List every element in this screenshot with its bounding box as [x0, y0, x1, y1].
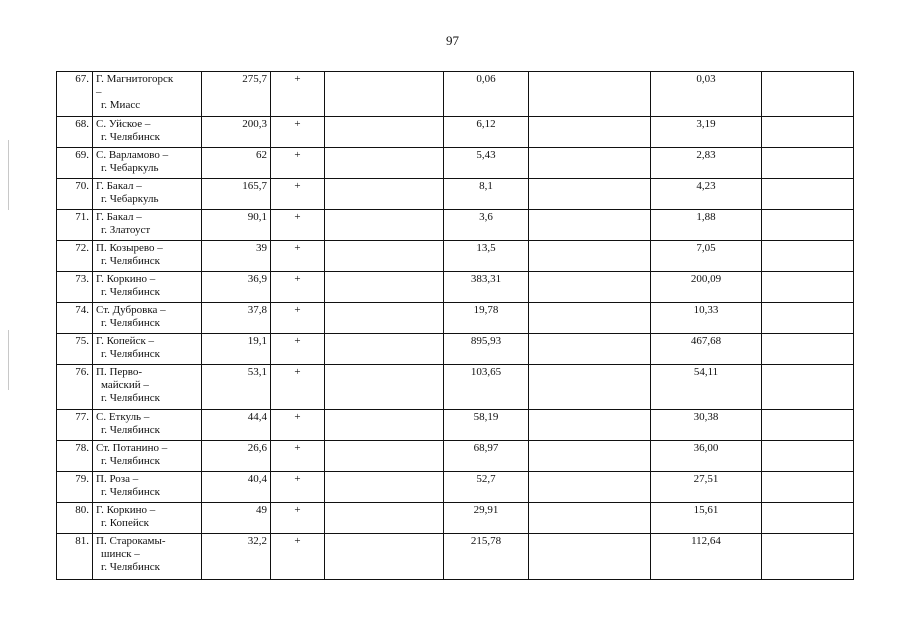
value-cell-2: 2,83 [651, 148, 762, 179]
route-line: С. Варламово – [96, 149, 169, 161]
value-cell-2: 27,51 [651, 472, 762, 503]
value-cell-2: 467,68 [651, 334, 762, 365]
value-cell-1: 0,06 [444, 72, 529, 117]
route-line: г. Чебаркуль [101, 162, 159, 174]
empty-cell [762, 272, 854, 303]
empty-cell [762, 303, 854, 334]
mark-cell: + [271, 241, 325, 272]
value-cell-2: 112,64 [651, 534, 762, 580]
value-cell-1: 58,19 [444, 410, 529, 441]
route-line: г. Миасс [101, 99, 141, 111]
row-number-cell: 81. [57, 534, 93, 580]
value-cell-1: 383,31 [444, 272, 529, 303]
value-cell-1: 3,6 [444, 210, 529, 241]
mark-cell: + [271, 210, 325, 241]
row-number-cell: 76. [57, 365, 93, 410]
table-row [57, 503, 854, 534]
route-cell [93, 303, 202, 334]
row-number-cell: 79. [57, 472, 93, 503]
route-line: г. Копейск [101, 517, 149, 529]
route-cell [93, 179, 202, 210]
empty-cell [762, 210, 854, 241]
route-line: – [96, 86, 102, 98]
empty-cell [762, 365, 854, 410]
route-line: г. Челябинск [101, 392, 160, 404]
value-cell-1: 68,97 [444, 441, 529, 472]
length-cell: 165,7 [202, 179, 271, 210]
route-cell [93, 148, 202, 179]
route-line: П. Роза – [96, 473, 139, 485]
table-row [57, 72, 854, 117]
length-cell: 200,3 [202, 117, 271, 148]
row-number-cell: 77. [57, 410, 93, 441]
route-cell [93, 334, 202, 365]
value-cell-2: 1,88 [651, 210, 762, 241]
route-line: Г. Коркино – [96, 504, 156, 516]
route-line: Г. Коркино – [96, 273, 156, 285]
row-number-cell: 73. [57, 272, 93, 303]
empty-cell [529, 534, 651, 580]
value-cell-2: 4,23 [651, 179, 762, 210]
empty-cell [529, 117, 651, 148]
route-line: Ст. Дубровка – [96, 304, 166, 316]
value-cell-1: 6,12 [444, 117, 529, 148]
row-number-cell: 80. [57, 503, 93, 534]
table-row [57, 365, 854, 410]
value-cell-2: 7,05 [651, 241, 762, 272]
empty-cell [325, 441, 444, 472]
page-number: 97 [446, 33, 459, 48]
empty-cell [529, 148, 651, 179]
value-cell-1: 29,91 [444, 503, 529, 534]
table-row [57, 334, 854, 365]
route-line: г. Челябинск [101, 561, 160, 573]
route-cell [93, 117, 202, 148]
route-cell [93, 72, 202, 117]
scan-margin-mark [8, 330, 9, 390]
empty-cell [325, 272, 444, 303]
scan-margin-mark [8, 140, 9, 210]
row-number-cell: 74. [57, 303, 93, 334]
route-cell [93, 241, 202, 272]
empty-cell [762, 72, 854, 117]
mark-cell: + [271, 179, 325, 210]
table-row [57, 210, 854, 241]
route-line: г. Челябинск [101, 286, 160, 298]
empty-cell [529, 179, 651, 210]
empty-cell [325, 334, 444, 365]
empty-cell [325, 503, 444, 534]
table-row [57, 303, 854, 334]
empty-cell [762, 241, 854, 272]
route-line: г. Челябинск [101, 455, 160, 467]
empty-cell [529, 72, 651, 117]
value-cell-2: 30,38 [651, 410, 762, 441]
mark-cell: + [271, 148, 325, 179]
mark-cell: + [271, 410, 325, 441]
row-number-cell: 69. [57, 148, 93, 179]
route-line: Г. Копейск – [96, 335, 155, 347]
mark-cell: + [271, 303, 325, 334]
route-cell [93, 365, 202, 410]
length-cell: 39 [202, 241, 271, 272]
empty-cell [325, 72, 444, 117]
empty-cell [325, 117, 444, 148]
route-line: г. Челябинск [101, 255, 160, 267]
route-line: г. Челябинск [101, 486, 160, 498]
empty-cell [529, 334, 651, 365]
empty-cell [529, 241, 651, 272]
row-number-cell: 70. [57, 179, 93, 210]
route-table [56, 71, 854, 580]
empty-cell [762, 148, 854, 179]
row-number-cell: 68. [57, 117, 93, 148]
route-cell [93, 503, 202, 534]
mark-cell: + [271, 503, 325, 534]
empty-cell [325, 534, 444, 580]
mark-cell: + [271, 441, 325, 472]
route-line: Г. Магнитогорск [96, 73, 174, 85]
empty-cell [529, 410, 651, 441]
empty-cell [529, 303, 651, 334]
empty-cell [325, 148, 444, 179]
mark-cell: + [271, 72, 325, 117]
route-cell [93, 410, 202, 441]
empty-cell [325, 179, 444, 210]
value-cell-1: 13,5 [444, 241, 529, 272]
table-body [57, 72, 854, 580]
table-row [57, 148, 854, 179]
route-line: г. Челябинск [101, 348, 160, 360]
value-cell-2: 3,19 [651, 117, 762, 148]
length-cell: 90,1 [202, 210, 271, 241]
empty-cell [325, 472, 444, 503]
mark-cell: + [271, 272, 325, 303]
length-cell: 275,7 [202, 72, 271, 117]
route-line: Г. Бакал – [96, 180, 142, 192]
empty-cell [529, 503, 651, 534]
value-cell-1: 5,43 [444, 148, 529, 179]
value-cell-2: 15,61 [651, 503, 762, 534]
table-row [57, 241, 854, 272]
length-cell: 19,1 [202, 334, 271, 365]
route-line: шинск – [101, 548, 140, 560]
value-cell-1: 103,65 [444, 365, 529, 410]
empty-cell [762, 472, 854, 503]
empty-cell [762, 441, 854, 472]
mark-cell: + [271, 365, 325, 410]
route-cell [93, 534, 202, 580]
empty-cell [762, 334, 854, 365]
mark-cell: + [271, 472, 325, 503]
table-row [57, 117, 854, 148]
empty-cell [325, 210, 444, 241]
route-line: П. Старокамы- [96, 535, 166, 547]
table-row [57, 272, 854, 303]
route-line: Ст. Потанино – [96, 442, 168, 454]
mark-cell: + [271, 334, 325, 365]
value-cell-2: 200,09 [651, 272, 762, 303]
row-number-cell: 78. [57, 441, 93, 472]
empty-cell [762, 503, 854, 534]
row-number-cell: 67. [57, 72, 93, 117]
length-cell: 36,9 [202, 272, 271, 303]
route-cell [93, 210, 202, 241]
table-row [57, 441, 854, 472]
empty-cell [762, 410, 854, 441]
table-row [57, 179, 854, 210]
value-cell-1: 19,78 [444, 303, 529, 334]
length-cell: 62 [202, 148, 271, 179]
route-cell [93, 472, 202, 503]
mark-cell: + [271, 117, 325, 148]
empty-cell [529, 365, 651, 410]
empty-cell [529, 441, 651, 472]
route-line: П. Перво- [96, 366, 143, 378]
route-line: г. Челябинск [101, 317, 160, 329]
empty-cell [529, 210, 651, 241]
length-cell: 26,6 [202, 441, 271, 472]
value-cell-1: 52,7 [444, 472, 529, 503]
value-cell-1: 8,1 [444, 179, 529, 210]
table-row [57, 410, 854, 441]
row-number-cell: 72. [57, 241, 93, 272]
value-cell-2: 36,00 [651, 441, 762, 472]
length-cell: 32,2 [202, 534, 271, 580]
empty-cell [529, 472, 651, 503]
length-cell: 49 [202, 503, 271, 534]
route-line: г. Златоуст [101, 224, 151, 236]
empty-cell [529, 272, 651, 303]
length-cell: 40,4 [202, 472, 271, 503]
empty-cell [762, 179, 854, 210]
route-line: П. Козырево – [96, 242, 163, 254]
empty-cell [325, 365, 444, 410]
row-number-cell: 75. [57, 334, 93, 365]
value-cell-2: 54,11 [651, 365, 762, 410]
length-cell: 53,1 [202, 365, 271, 410]
value-cell-1: 895,93 [444, 334, 529, 365]
empty-cell [325, 303, 444, 334]
mark-cell: + [271, 534, 325, 580]
length-cell: 44,4 [202, 410, 271, 441]
empty-cell [762, 117, 854, 148]
table-row [57, 472, 854, 503]
route-line: С. Уйское – [96, 118, 151, 130]
value-cell-2: 10,33 [651, 303, 762, 334]
table-row [57, 534, 854, 580]
value-cell-2: 0,03 [651, 72, 762, 117]
route-line: г. Чебаркуль [101, 193, 159, 205]
value-cell-1: 215,78 [444, 534, 529, 580]
route-cell [93, 441, 202, 472]
row-number-cell: 71. [57, 210, 93, 241]
length-cell: 37,8 [202, 303, 271, 334]
route-line: г. Челябинск [101, 131, 160, 143]
route-cell [93, 272, 202, 303]
empty-cell [762, 534, 854, 580]
route-line: г. Челябинск [101, 424, 160, 436]
empty-cell [325, 410, 444, 441]
route-line: Г. Бакал – [96, 211, 142, 223]
route-line: майский – [101, 379, 149, 391]
route-line: С. Еткуль – [96, 411, 150, 423]
empty-cell [325, 241, 444, 272]
